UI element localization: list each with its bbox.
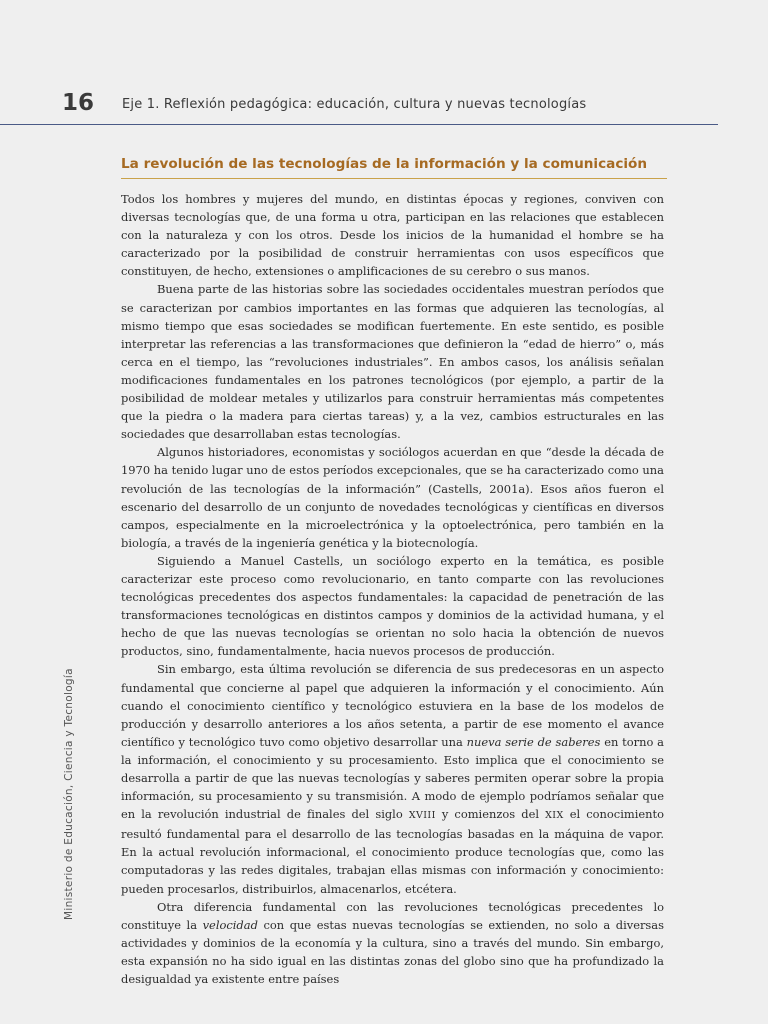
running-head: Eje 1. Reflexión pedagógica: educación, cultura y nuevas tecnologías (122, 97, 587, 112)
paragraph-text: el conocimiento resultó fundamental para el desarrollo de las tecnologías basadas en la máquina de vapor. En la actual revolución informacional, el conocimiento produce tecnologías que, como las computadoras y las redes digitales, trabajan ellas mismas con información y conocimiento: pueden procesarlos, distribuirlos, almacenarlos, etcétera. (121, 807, 664, 896)
side-label: Ministerio de Educación, Ciencia y Tecnología (63, 668, 75, 920)
paragraph-text: en torno a la información, el conocimiento y su procesamiento. Esto implica que el conocimiento se desarrolla a partir de que las nuevas tecnologías y saberes permiten operar sobre la propia información, su procesamiento y su transmisión. A modo de ejemplo podríamos señalar que en la revolución industrial de finales del siglo (121, 734, 664, 822)
emphasized-text: velocidad (202, 917, 258, 932)
paragraph (121, 660, 664, 897)
paragraph-text: Otra diferencia fundamental con las revoluciones tecnológicas precedentes lo constituye la (121, 899, 664, 932)
paragraph: Todos los hombres y mujeres del mundo, en distintas épocas y regiones, conviven con diversas tecnologías que, de una forma u otra, participan en las relaciones que establecen con la naturaleza y con los otros. Desde los inicios de la humanidad el hombre se ha caracterizado por la posibilidad de construir herramientas con usos específicos que constituyen, de hecho, extensiones o amplificaciones de su cerebro o sus manos. (121, 192, 664, 279)
century-numeral: XIX (545, 810, 564, 822)
paragraph (121, 898, 664, 988)
paragraph-text: con que estas nuevas tecnologías se extienden, no solo a diversas actividades y dominios de la economía y la cultura, sino a través del mundo. Sin embargo, esta expansión no ha sido igual en las distintas zonas del globo sino que ha profundizado la desigualdad ya existente entre países (121, 917, 664, 987)
paragraph: Siguiendo a Manuel Castells, un sociólogo experto en la temática, es posible caracterizar este proceso como revolucionario, en tanto comparte con las revoluciones tecnológicas precedentes dos aspectos fundamentales: la capacidad de penetración de las transformaciones tecnológicas en distintos campos y dominios de la actividad humana, y el hecho de que las nuevas tecnologías se orientan no solo hacia la obtención de nuevos productos, sino, fundamentalmente, hacia nuevos procesos de producción. (121, 553, 664, 659)
century-numeral: XVIII (408, 810, 436, 822)
page-header (0, 86, 718, 125)
paragraph-text: Sin embargo, esta última revolución se diferencia de sus predecesoras en un aspecto fundamental que concierne al papel que adquieren la información y el conocimiento. Aún cuando el conocimiento científico y tecnológico estuviera en la base de los modelos de producción y desarrollo anteriores a los años setenta, a partir de ese momento el avance científico y tecnológico tuvo como objetivo desarrollar una (121, 662, 664, 749)
section-title: La revolución de las tecnologías de la información y la comunicación (121, 156, 667, 179)
paragraph-text: y comienzos del (435, 807, 546, 822)
body-text (121, 190, 664, 988)
page-number: 16 (62, 90, 95, 116)
emphasized-text: nueva serie de saberes (466, 734, 601, 749)
paragraph: Buena parte de las historias sobre las sociedades occidentales muestran períodos que se caracterizan por cambios importantes en las formas que adquieren las tecnologías, al mismo tiempo que esas sociedades se modifican fuertemente. En este sentido, es posible interpretar las referencias a las transformaciones que definieron la “edad de hierro” o, más cerca en el tiempo, las “revoluciones industriales”. En ambos casos, los análisis señalan modificaciones fundamentales en los patrones tecnológicos (por ejemplo, a partir de la posibilidad de moldear metales y utilizarlos para construir herramientas más competentes que la piedra o la madera para ciertas tareas) y, a la vez, cambios estructurales en las sociedades que desarrollaban estas tecnologías. (121, 282, 664, 442)
paragraph: Algunos historiadores, economistas y sociólogos acuerdan en que “desde la década de 1970 ha tenido lugar uno de estos períodos excepcionales, que se ha caracterizado como una revolución de las tecnologías de la información” (Castells, 2001a). Esos años fueron el escenario del desarrollo de un conjunto de novedades tecnológicas y científicas en diversos campos, especialmente en la microelectrónica y la optoelectrónica, pero también en la biología, a través de la ingeniería genética y la biotecnología. (121, 445, 664, 550)
